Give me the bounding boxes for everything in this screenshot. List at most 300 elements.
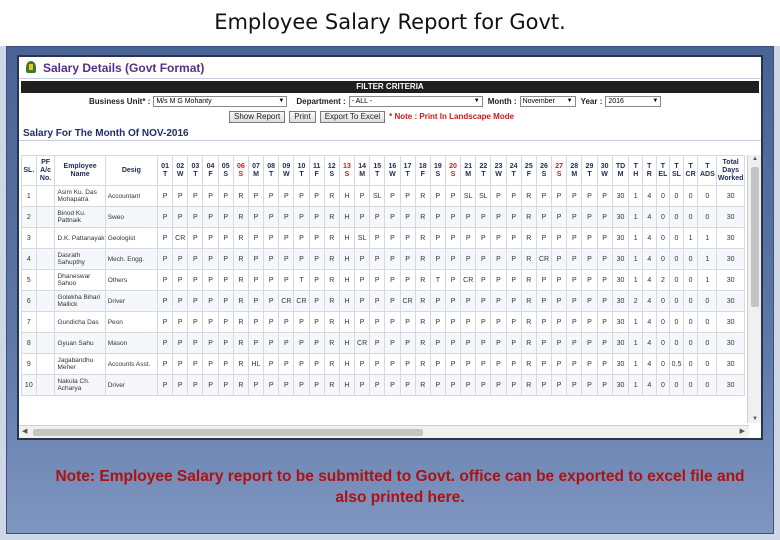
cell-attendance: P — [218, 270, 233, 291]
cell-attendance: P — [582, 312, 597, 333]
cell-attendance: P — [597, 291, 612, 312]
cell-attendance: P — [430, 312, 445, 333]
horizontal-scroll-thumb[interactable] — [33, 429, 423, 436]
cell-attendance: P — [597, 354, 612, 375]
cell-total: 0 — [683, 354, 698, 375]
cell-total: 4 — [643, 333, 657, 354]
day-number: 11 — [312, 162, 321, 170]
cell-attendance: P — [536, 228, 551, 249]
cell-employee-name: Golekha Bihari Mallick — [55, 291, 105, 312]
cell-attendance: P — [385, 270, 400, 291]
cell-total: 1 — [698, 270, 717, 291]
cell-attendance: P — [582, 228, 597, 249]
vertical-scroll-thumb[interactable] — [751, 167, 759, 307]
cell-attendance: T — [430, 270, 445, 291]
cell-attendance: P — [536, 207, 551, 228]
year-value: 2016 — [608, 97, 624, 105]
cell-attendance: P — [294, 249, 309, 270]
cell-total: 30 — [612, 375, 629, 396]
cell-attendance: R — [415, 228, 430, 249]
cell-attendance: H — [339, 354, 354, 375]
cell-attendance: SL — [355, 228, 370, 249]
day-number: 07 — [252, 162, 260, 170]
cell-attendance: P — [430, 375, 445, 396]
cell-attendance: P — [506, 186, 521, 207]
cell-attendance: P — [203, 312, 218, 333]
table-row[interactable] — [22, 333, 745, 354]
cell-total: 0 — [698, 186, 717, 207]
cell-attendance: P — [582, 291, 597, 312]
cell-total: 1 — [683, 228, 698, 249]
cell-attendance: P — [264, 249, 279, 270]
cell-attendance: P — [203, 375, 218, 396]
cell-attendance: SL — [461, 186, 476, 207]
table-row[interactable] — [22, 186, 745, 207]
cell-attendance: P — [385, 312, 400, 333]
cell-attendance: P — [491, 228, 506, 249]
cell-pf — [36, 291, 55, 312]
cell-attendance: P — [158, 375, 173, 396]
cell-attendance: P — [294, 207, 309, 228]
cell-total: 1 — [629, 312, 643, 333]
cell-attendance: R — [415, 270, 430, 291]
cell-attendance: P — [294, 354, 309, 375]
cell-total: 4 — [643, 375, 657, 396]
cell-attendance: P — [506, 291, 521, 312]
cell-attendance: P — [248, 249, 263, 270]
cell-total: 0 — [698, 312, 717, 333]
export-excel-button[interactable]: Export To Excel — [320, 111, 385, 123]
cell-designation: Accounts Asst. — [105, 354, 157, 375]
cell-attendance: P — [476, 333, 491, 354]
cell-attendance: P — [582, 186, 597, 207]
cell-employee-name: Dhaneswar Sahoo — [55, 270, 105, 291]
cell-attendance: P — [506, 249, 521, 270]
total-label: T — [674, 162, 679, 170]
action-row — [19, 109, 761, 124]
cell-total: 30 — [717, 270, 745, 291]
department-select[interactable] — [349, 96, 483, 107]
cell-attendance: P — [430, 228, 445, 249]
cell-total: 1 — [629, 354, 643, 375]
cell-attendance: P — [158, 228, 173, 249]
scroll-left-icon[interactable]: ◀ — [22, 428, 28, 435]
weekday-letter: T — [162, 170, 168, 178]
cell-attendance: P — [158, 333, 173, 354]
show-report-button[interactable]: Show Report — [229, 111, 285, 123]
horizontal-scrollbar[interactable] — [19, 425, 749, 438]
cell-attendance: P — [445, 228, 460, 249]
cell-attendance: P — [461, 228, 476, 249]
cell-attendance: P — [188, 207, 203, 228]
weekday-letter: S — [223, 170, 229, 178]
month-select[interactable] — [520, 96, 576, 107]
cell-sl: 9 — [22, 354, 37, 375]
cell-sl: 1 — [22, 186, 37, 207]
cell-attendance: P — [461, 375, 476, 396]
col-header-day — [385, 156, 400, 186]
cell-pf — [36, 207, 55, 228]
cell-attendance: P — [567, 291, 582, 312]
cell-attendance: P — [309, 333, 324, 354]
slide-title: Employee Salary Report for Govt. — [0, 0, 780, 46]
cell-attendance: P — [567, 186, 582, 207]
cell-attendance: P — [279, 270, 294, 291]
day-number: 06 — [236, 162, 245, 170]
cell-attendance: P — [309, 375, 324, 396]
cell-attendance: P — [248, 186, 263, 207]
cell-attendance: P — [248, 291, 263, 312]
cell-attendance: P — [461, 333, 476, 354]
cell-attendance: P — [355, 312, 370, 333]
filter-row — [19, 93, 761, 109]
day-number: 19 — [433, 162, 442, 170]
cell-attendance: R — [521, 354, 536, 375]
col-header-day — [552, 156, 567, 186]
cell-attendance: R — [233, 354, 248, 375]
cell-attendance: P — [264, 354, 279, 375]
cell-attendance: P — [158, 249, 173, 270]
cell-total: 0 — [656, 333, 670, 354]
table-row[interactable] — [22, 270, 745, 291]
cell-attendance: P — [248, 312, 263, 333]
cell-attendance: P — [476, 207, 491, 228]
cell-attendance: P — [173, 270, 188, 291]
scroll-right-icon[interactable]: ▶ — [739, 428, 745, 435]
col-header-total — [629, 156, 643, 186]
chevron-down-icon: ▼ — [652, 97, 659, 104]
cell-attendance: P — [582, 354, 597, 375]
cell-total: 4 — [643, 228, 657, 249]
cell-attendance: P — [476, 228, 491, 249]
cell-attendance: CR — [279, 291, 294, 312]
cell-attendance: R — [233, 186, 248, 207]
total-sublabel: Worked — [717, 174, 744, 182]
cell-designation: Driver — [105, 291, 157, 312]
col-header-name: Employee Name — [55, 156, 105, 186]
cell-total: 0 — [670, 228, 684, 249]
cell-attendance: P — [552, 228, 567, 249]
cell-attendance: P — [597, 249, 612, 270]
cell-total: 1 — [629, 186, 643, 207]
cell-total: 4 — [643, 270, 657, 291]
cell-attendance: P — [536, 375, 551, 396]
col-header-total — [670, 156, 684, 186]
filter-criteria-bar: FILTER CRITERIA — [21, 81, 759, 93]
col-header-sl: SL. — [22, 156, 37, 186]
cell-attendance: P — [385, 249, 400, 270]
cell-attendance: P — [309, 354, 324, 375]
cell-total: 30 — [717, 312, 745, 333]
day-number: 14 — [358, 162, 366, 170]
total-sublabel: SL — [672, 170, 681, 178]
cell-attendance: CR — [355, 333, 370, 354]
cell-attendance: P — [385, 354, 400, 375]
cell-attendance: P — [552, 186, 567, 207]
day-number: 21 — [464, 162, 473, 170]
cell-attendance: P — [536, 354, 551, 375]
cell-total: 0 — [670, 291, 684, 312]
day-number: 27 — [555, 162, 564, 170]
cell-designation: Sweo — [105, 207, 157, 228]
app-header — [19, 57, 761, 79]
weekday-letter: F — [526, 170, 531, 178]
cell-attendance: P — [264, 291, 279, 312]
cell-attendance: P — [294, 333, 309, 354]
cell-attendance: P — [173, 207, 188, 228]
cell-attendance: P — [173, 354, 188, 375]
cell-total: 30 — [612, 249, 629, 270]
year-select[interactable] — [605, 96, 661, 107]
table-row[interactable] — [22, 228, 745, 249]
cell-total: 1 — [629, 249, 643, 270]
cell-attendance: P — [203, 207, 218, 228]
cell-attendance: P — [309, 291, 324, 312]
cell-total: 4 — [643, 207, 657, 228]
cell-attendance: P — [370, 354, 385, 375]
cell-total: 0 — [698, 354, 717, 375]
weekday-letter: W — [601, 170, 608, 178]
cell-attendance: P — [400, 228, 415, 249]
cell-attendance: P — [552, 354, 567, 375]
chevron-down-icon: ▼ — [566, 97, 573, 104]
col-header-day — [203, 156, 218, 186]
cell-attendance: P — [370, 207, 385, 228]
cell-attendance: P — [567, 354, 582, 375]
cell-attendance: P — [430, 249, 445, 270]
cell-attendance: P — [203, 249, 218, 270]
cell-total: 0 — [698, 333, 717, 354]
cell-attendance: P — [445, 354, 460, 375]
cell-attendance: P — [582, 333, 597, 354]
cell-pf — [36, 249, 55, 270]
weekday-letter: T — [269, 170, 274, 178]
cell-attendance: P — [567, 249, 582, 270]
cell-attendance: H — [339, 228, 354, 249]
cell-total: 4 — [643, 354, 657, 375]
cell-attendance: P — [173, 186, 188, 207]
slide-caption: Note: Employee Salary report to be submitted to Govt. office can be exported to excel file and also printed here. — [55, 468, 745, 506]
cell-total: 1 — [629, 270, 643, 291]
cell-attendance: P — [218, 333, 233, 354]
cell-total: 0 — [683, 186, 698, 207]
cell-attendance: P — [294, 375, 309, 396]
cell-attendance: P — [279, 375, 294, 396]
weekday-letter: S — [238, 170, 244, 178]
total-sublabel: R — [646, 170, 652, 178]
cell-attendance: R — [521, 333, 536, 354]
cell-attendance: P — [567, 375, 582, 396]
cell-attendance: P — [552, 249, 567, 270]
cell-attendance: P — [400, 207, 415, 228]
cell-pf — [36, 228, 55, 249]
col-header-total — [612, 156, 629, 186]
col-header-day — [279, 156, 294, 186]
cell-attendance: P — [355, 207, 370, 228]
vertical-scrollbar[interactable] — [747, 155, 761, 423]
cell-total: 1 — [629, 207, 643, 228]
table-row[interactable] — [22, 249, 745, 270]
cell-total: 2 — [656, 270, 670, 291]
cell-attendance: P — [370, 291, 385, 312]
col-header-day — [521, 156, 536, 186]
cell-total: 30 — [612, 186, 629, 207]
cell-attendance: P — [400, 186, 415, 207]
weekday-letter: S — [450, 170, 456, 178]
cell-total: 4 — [643, 291, 657, 312]
cell-attendance: P — [430, 354, 445, 375]
cell-attendance: P — [597, 186, 612, 207]
weekday-letter: M — [465, 170, 472, 178]
cell-total: 30 — [717, 228, 745, 249]
cell-total: 0 — [670, 312, 684, 333]
chevron-down-icon: ▼ — [473, 97, 480, 104]
cell-attendance: P — [491, 375, 506, 396]
cell-total: 1 — [629, 375, 643, 396]
cell-attendance: P — [279, 228, 294, 249]
cell-total: 0 — [656, 375, 670, 396]
cell-attendance: P — [188, 186, 203, 207]
table-row[interactable] — [22, 312, 745, 333]
cell-attendance: P — [279, 354, 294, 375]
cell-attendance: P — [445, 207, 460, 228]
table-row[interactable] — [22, 207, 745, 228]
col-header-day — [248, 156, 263, 186]
cell-attendance: P — [445, 375, 460, 396]
cell-total: 30 — [717, 249, 745, 270]
cell-attendance: P — [506, 312, 521, 333]
col-header-day — [309, 156, 324, 186]
weekday-letter: T — [193, 170, 198, 178]
total-label: T — [660, 162, 666, 170]
cell-designation: Driver — [105, 375, 157, 396]
cell-attendance: CR — [400, 291, 415, 312]
cell-attendance: R — [324, 186, 339, 207]
cell-designation: Peon — [105, 312, 157, 333]
cell-pf — [36, 270, 55, 291]
cell-sl: 3 — [22, 228, 37, 249]
cell-total: 0 — [683, 249, 698, 270]
cell-total: 0 — [683, 333, 698, 354]
cell-attendance: P — [476, 312, 491, 333]
cell-attendance: P — [203, 270, 218, 291]
cell-attendance: P — [355, 291, 370, 312]
scroll-down-icon[interactable]: ▼ — [752, 416, 758, 422]
table-row[interactable] — [22, 354, 745, 375]
cell-employee-name: Dasrath Sahupthy — [55, 249, 105, 270]
cell-pf — [36, 333, 55, 354]
cell-attendance: P — [294, 228, 309, 249]
cell-pf — [36, 312, 55, 333]
cell-attendance: R — [521, 312, 536, 333]
day-number: 26 — [540, 162, 548, 170]
cell-attendance: P — [506, 270, 521, 291]
cell-attendance: P — [188, 375, 203, 396]
col-header-day — [173, 156, 188, 186]
cell-total: 0 — [656, 354, 670, 375]
cell-attendance: P — [597, 228, 612, 249]
govt-emblem-icon — [25, 61, 37, 75]
day-number: 20 — [449, 162, 457, 170]
cell-attendance: P — [188, 333, 203, 354]
cell-attendance: R — [415, 186, 430, 207]
day-number: 30 — [600, 162, 609, 170]
cell-total: 0 — [698, 291, 717, 312]
weekday-letter: F — [208, 170, 213, 178]
business-unit-select[interactable] — [153, 96, 287, 107]
col-header-day — [400, 156, 415, 186]
cell-attendance: P — [582, 249, 597, 270]
cell-attendance: P — [461, 249, 476, 270]
cell-sl: 10 — [22, 375, 37, 396]
day-number: 02 — [176, 162, 185, 170]
cell-total: 4 — [643, 312, 657, 333]
total-sublabel: H — [633, 170, 639, 178]
col-header-day — [445, 156, 460, 186]
table-row[interactable] — [22, 375, 745, 396]
cell-employee-name: Asim Ku. Das Mohapatra — [55, 186, 105, 207]
total-sublabel: ADS — [699, 170, 715, 178]
col-header-day — [355, 156, 370, 186]
cell-attendance: P — [218, 312, 233, 333]
cell-total: 0 — [670, 270, 684, 291]
print-button[interactable]: Print — [289, 111, 315, 123]
cell-attendance: P — [158, 312, 173, 333]
cell-attendance: R — [415, 291, 430, 312]
cell-attendance: P — [309, 207, 324, 228]
day-number: 29 — [585, 162, 594, 170]
cell-sl: 4 — [22, 249, 37, 270]
cell-attendance: P — [445, 312, 460, 333]
cell-attendance: P — [370, 270, 385, 291]
cell-total: 0 — [698, 375, 717, 396]
cell-total: 0 — [670, 249, 684, 270]
weekday-letter: W — [389, 170, 396, 178]
cell-attendance: P — [461, 291, 476, 312]
cell-attendance: P — [173, 249, 188, 270]
cell-attendance: P — [461, 354, 476, 375]
cell-attendance: R — [324, 354, 339, 375]
cell-attendance: R — [415, 207, 430, 228]
cell-attendance: R — [521, 375, 536, 396]
table-row[interactable] — [22, 291, 745, 312]
col-header-total — [717, 156, 745, 186]
scroll-up-icon[interactable]: ▲ — [752, 156, 758, 162]
cell-attendance: P — [536, 270, 551, 291]
month-value: November — [522, 97, 555, 105]
cell-attendance: P — [552, 270, 567, 291]
col-header-day — [233, 156, 248, 186]
cell-attendance: R — [324, 375, 339, 396]
col-header-day — [582, 156, 597, 186]
cell-attendance: P — [218, 186, 233, 207]
cell-attendance: P — [309, 312, 324, 333]
day-number: 28 — [570, 162, 579, 170]
cell-attendance: R — [521, 228, 536, 249]
cell-attendance: P — [279, 333, 294, 354]
cell-total: 1 — [629, 333, 643, 354]
cell-attendance: P — [370, 249, 385, 270]
cell-attendance: P — [506, 228, 521, 249]
cell-attendance: R — [233, 270, 248, 291]
cell-attendance: P — [445, 291, 460, 312]
cell-attendance: P — [491, 249, 506, 270]
cell-attendance: P — [491, 312, 506, 333]
cell-attendance: R — [521, 186, 536, 207]
col-header-total — [643, 156, 657, 186]
report-title: Salary For The Month Of NOV-2016 — [19, 127, 761, 141]
cell-attendance: P — [445, 186, 460, 207]
